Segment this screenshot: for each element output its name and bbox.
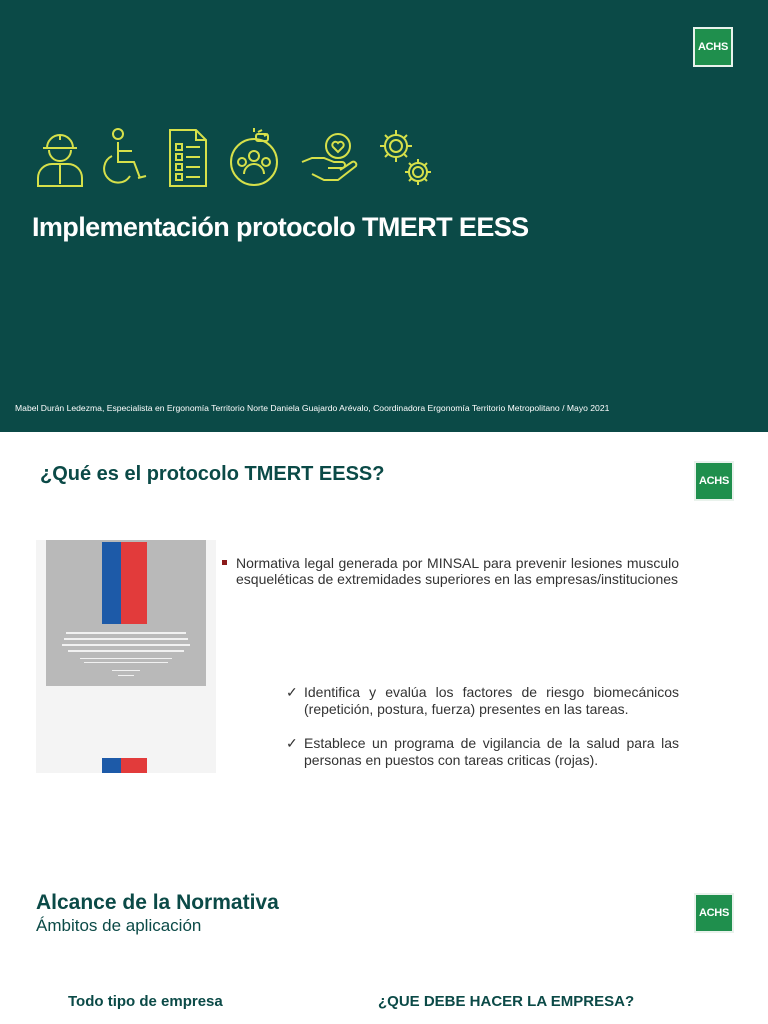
- check-item-text: Establece un programa de vigilancia de la salud para las personas en puestos con tareas criticas (rojas).: [304, 735, 679, 768]
- slide-subtitle: Ámbitos de aplicación: [36, 916, 202, 935]
- achs-logo: [694, 461, 734, 501]
- helping-hand-heart-icon: [300, 126, 362, 188]
- achs-logo: [694, 893, 734, 933]
- protocol-document-image: [36, 540, 216, 773]
- checkmark-icon: ✓: [286, 735, 298, 751]
- presentation-title: Implementación protocolo TMERT EESS: [32, 212, 529, 242]
- check-item-text: Identifica y evalúa los factores de riesgo biomecánicos (repetición, postura, fuerza) presentes en las tareas.: [304, 684, 679, 717]
- gears-icon: [376, 126, 434, 188]
- authors-credit: Mabel Durán Ledezma, Especialista en Ergonomía Territorio Norte Daniela Guajardo Arévalo, Coordinadora Ergonomía Territorio Metropolitano / Mayo 2021: [15, 403, 610, 413]
- column-heading-right: ¿QUE DEBE HACER LA EMPRESA?: [378, 993, 635, 1010]
- achs-logo-text: ACHS: [699, 907, 729, 919]
- wheelchair-icon: [100, 126, 152, 188]
- achs-logo: [693, 27, 733, 67]
- main-bullet-list: [222, 555, 679, 587]
- slide-title: ¿Qué es el protocolo TMERT EESS?: [40, 463, 385, 485]
- document-cover: [46, 540, 206, 686]
- flag-blue-stripe-bottom: [102, 758, 121, 773]
- achs-logo-text: ACHS: [699, 475, 729, 487]
- flag-red-stripe-bottom: [121, 758, 147, 773]
- protocol-definition-slide: [0, 432, 768, 864]
- achs-logo-text: ACHS: [698, 41, 728, 53]
- main-bullet-text: Normativa legal generada por MINSAL para prevenir lesiones musculo esqueléticas de extremidades superiores en las empresas/instituciones: [236, 555, 679, 587]
- check-item: [286, 684, 679, 718]
- check-item: [286, 735, 679, 769]
- checkmark-icon: ✓: [286, 684, 298, 700]
- worker-helmet-icon: [32, 126, 88, 188]
- title-slide: [0, 0, 768, 432]
- scope-slide: [0, 864, 768, 1024]
- checklist-icon: [164, 126, 212, 188]
- slide-title: Alcance de la Normativa: [36, 891, 279, 914]
- column-heading-left: Todo tipo de empresa: [68, 993, 223, 1010]
- main-bullet: [222, 555, 679, 587]
- community-group-icon: [228, 126, 284, 188]
- flag-blue-stripe: [102, 542, 121, 624]
- flag-red-stripe: [121, 542, 147, 624]
- bullet-marker: [222, 560, 227, 565]
